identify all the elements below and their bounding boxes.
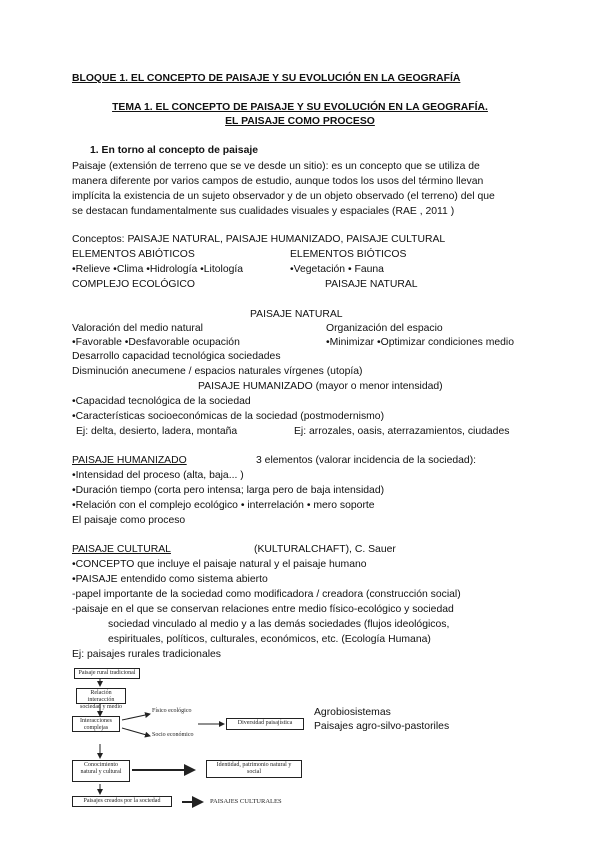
humanizado-section-title: PAISAJE HUMANIZADO bbox=[72, 455, 187, 466]
label-socio-economico: Socio económico bbox=[152, 732, 194, 738]
intro-line: implícita la existencia de un sujeto observador y de un objeto observado (el terreno) del que bbox=[72, 191, 495, 202]
label-paisajes-culturales: PAISAJES CULTURALES bbox=[210, 798, 282, 805]
paisaje-natural-label: PAISAJE NATURAL bbox=[325, 279, 418, 290]
abioticos-items: •Relieve •Clima •Hidrología •Litología bbox=[72, 264, 244, 275]
duracion-line: •Duración tiempo (corta pero intensa; larga pero de baja intensidad) bbox=[72, 485, 385, 496]
paisaje-natural-heading: PAISAJE NATURAL bbox=[250, 309, 343, 320]
box-identidad: Identidad, patrimonio natural y social bbox=[206, 760, 302, 778]
intro-line: se destacan fundamentalmente sus cualidades visuales y espaciales (RAE , 2011 ) bbox=[72, 206, 455, 217]
relacion-line: •Relación con el complejo ecológico • interrelación • mero soporte bbox=[72, 500, 375, 511]
agrobiosistemas-label: Agrobiosistemas bbox=[314, 707, 391, 718]
favorable-items: •Favorable •Desfavorable ocupación bbox=[72, 337, 240, 348]
theme-title-line1: TEMA 1. EL CONCEPTO DE PAISAJE Y SU EVOLUCIÓN EN LA GEOGRAFÍA. bbox=[112, 102, 488, 113]
cultural-section-note: (KULTURALCHAFT), C. Sauer bbox=[254, 544, 396, 555]
arrow-right bbox=[122, 728, 150, 736]
humanizado-heading: PAISAJE HUMANIZADO (mayor o menor intensidad) bbox=[198, 381, 443, 392]
section-heading: 1. En torno al concepto de paisaje bbox=[90, 145, 259, 156]
bioticos-items: •Vegetación • Fauna bbox=[290, 264, 384, 275]
humanizado-section-note: 3 elementos (valorar incidencia de la sociedad): bbox=[256, 455, 477, 466]
box-relacion: Relación interacción sociedad y medio bbox=[76, 688, 126, 704]
label-fisico-ecologico: Físico ecológico bbox=[152, 708, 192, 714]
example-natural: Ej: delta, desierto, ladera, montaña bbox=[76, 426, 238, 437]
minimizar-items: •Minimizar •Optimizar condiciones medio bbox=[326, 337, 515, 348]
theme-title-line2: EL PAISAJE COMO PROCESO bbox=[225, 116, 375, 127]
como-proceso-line: El paisaje como proceso bbox=[72, 515, 186, 526]
box-diversidad: Diversidad paisajística bbox=[226, 718, 304, 730]
capacidad-line: •Capacidad tecnológica de la sociedad bbox=[72, 396, 251, 407]
desarrollo-line: Desarrollo capacidad tecnológica sociedades bbox=[72, 351, 281, 362]
disminucion-line: Disminución anecumene / espacios naturales vírgenes (utopía) bbox=[72, 366, 363, 377]
block-title: BLOQUE 1. EL CONCEPTO DE PAISAJE Y SU EVOLUCIÓN EN LA GEOGRAFÍA bbox=[72, 73, 461, 84]
arrow-right bbox=[122, 714, 150, 720]
paisaje-cultural-diagram bbox=[70, 664, 310, 812]
abioticos-title: ELEMENTOS ABIÓTICOS bbox=[72, 249, 195, 260]
intro-line: Paisaje (extensión de terreno que se ve desde un sitio): es un concepto que se utiliza de bbox=[72, 161, 480, 172]
cultural-line: •CONCEPTO que incluye el paisaje natural y el paisaje humano bbox=[72, 559, 367, 570]
box-conocimiento: Conocimiento natural y cultural bbox=[72, 760, 130, 782]
valoracion-label: Valoración del medio natural bbox=[72, 323, 203, 334]
intro-line: manera diferente por varios campos de estudio, aunque todos los usos del término llevan bbox=[72, 176, 484, 187]
cultural-section-title: PAISAJE CULTURAL bbox=[72, 544, 171, 555]
agrosilvo-label: Paisajes agro-silvo-pastoriles bbox=[314, 721, 450, 732]
example-humanizado: Ej: arrozales, oasis, aterrazamientos, ciudades bbox=[294, 426, 510, 437]
example-rurales: Ej: paisajes rurales tradicionales bbox=[72, 649, 222, 660]
bioticos-title: ELEMENTOS BIÓTICOS bbox=[290, 249, 407, 260]
cultural-line: -paisaje en el que se conservan relaciones entre medio físico-ecológico y sociedad bbox=[72, 604, 454, 615]
concepts-line: Conceptos: PAISAJE NATURAL, PAISAJE HUMANIZADO, PAISAJE CULTURAL bbox=[72, 234, 446, 245]
cultural-line: -papel importante de la sociedad como modificadora / creadora (construcción social) bbox=[72, 589, 461, 600]
cultural-indent-line: espirituales, políticos, culturales, económicos, etc. (Ecología Humana) bbox=[108, 634, 431, 645]
caracteristicas-line: •Características socioeconómicas de la sociedad (postmodernismo) bbox=[72, 411, 385, 422]
cultural-line: •PAISAJE entendido como sistema abierto bbox=[72, 574, 268, 585]
intensidad-line: •Intensidad del proceso (alta, baja... ) bbox=[72, 470, 244, 481]
box-interacciones: Interacciones complejas bbox=[72, 716, 120, 732]
box-paisaje-rural: Paisaje rural tradicional bbox=[74, 668, 140, 679]
organizacion-label: Organización del espacio bbox=[326, 323, 443, 334]
complejo-ecologico: COMPLEJO ECOLÓGICO bbox=[72, 279, 195, 290]
cultural-indent-line: sociedad vinculado al medio y a las demás sociedades (flujos ideológicos, bbox=[108, 619, 450, 630]
box-paisajes-creados: Paisajes creados por la sociedad bbox=[72, 796, 172, 807]
